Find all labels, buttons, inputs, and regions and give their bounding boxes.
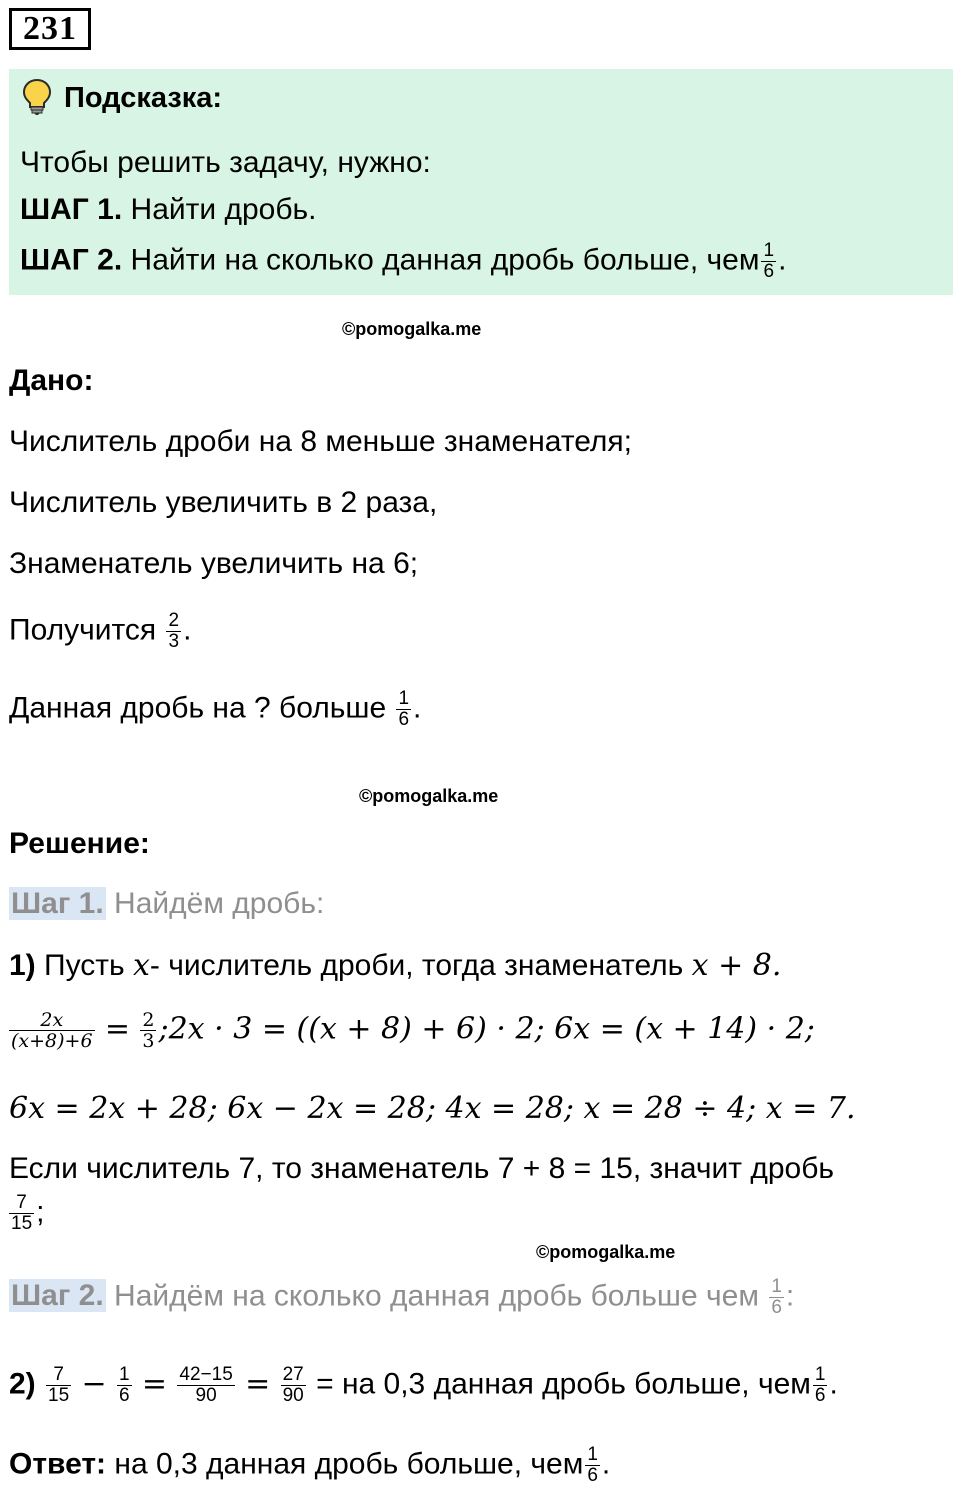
step2-heading: Шаг 2. Найдём на сколько данная дробь больше чем $\frac{1}{6}$ : — [11, 1276, 795, 1318]
fraction: $\frac{1}{6}$ — [398, 688, 410, 730]
watermark: ©pomogalka.me — [359, 786, 499, 806]
given-line-4: Получится $\frac{2}{3}$ . — [9, 610, 192, 652]
fraction: $\frac{1}{6}$ — [763, 240, 775, 282]
point-1 — [9, 947, 781, 985]
given-line-4-text: Получится — [9, 613, 157, 647]
hint-step2: ШАГ 2. Найти на сколько данная дробь больше, чем $\frac{1}{6}$ . — [20, 240, 787, 282]
given-line-5: Данная дробь на ? больше $\frac{1}{6}$ . — [9, 688, 422, 730]
hint-step2-label: ШАГ 2. — [20, 243, 123, 277]
equals-sign: = — [245, 1366, 271, 1402]
watermark: ©pomogalka.me — [536, 1242, 676, 1262]
given-line-1: Числитель дроби на 8 меньше знаменателя; — [9, 425, 633, 458]
point-2-label: 2) — [9, 1367, 36, 1401]
fraction: $\frac{2x}{(x+8)+6}$ — [11, 1009, 93, 1052]
conclusion-fraction: $\frac{7}{15}$ ; — [11, 1192, 45, 1234]
fraction: $\frac{7}{15}$ — [48, 1364, 70, 1406]
answer-label: Ответ: — [9, 1447, 107, 1481]
task-number: 231 — [9, 8, 91, 50]
point-1-label: 1) — [9, 949, 36, 982]
hint-title: Подсказка: — [64, 82, 223, 114]
given-title: Дано: — [9, 364, 94, 397]
point-1-expression: x + 8. — [691, 948, 782, 983]
given-line-5-text: Данная дробь на ? больше — [9, 691, 387, 725]
step1-label: Шаг 1. — [11, 887, 104, 920]
equals-sign: = — [104, 1011, 131, 1047]
hint-intro: Чтобы решить задачу, нужно: — [20, 146, 431, 179]
fraction: $\frac{1}{6}$ — [587, 1444, 598, 1486]
step2-text: Найдём на сколько данная дробь больше чем — [114, 1279, 759, 1313]
fraction: $\frac{42-15}{90}$ — [179, 1364, 233, 1406]
variable-x: x — [132, 948, 150, 983]
hint-step1-label: ШАГ 1. — [20, 193, 123, 226]
equation-1-rest: ;2x · 3 = ((x + 8) + 6) · 2; 6x = (x + 14) · 2; — [158, 1011, 815, 1047]
given-line-2: Числитель увеличить в 2 раза, — [9, 486, 438, 519]
step1-heading — [9, 885, 324, 923]
equation-2: 6x = 2x + 28; 6x − 2x = 28; 4x = 28; x = 28 ÷ 4; x = 7. — [9, 1091, 856, 1126]
hint-step1-text: Найти дробь. — [130, 193, 317, 226]
minus-sign: − — [81, 1366, 107, 1402]
step2-label: Шаг 2. — [11, 1279, 104, 1313]
lightbulb-icon — [22, 78, 52, 116]
fraction: $\frac{2}{3}$ — [168, 610, 180, 652]
answer-text: на 0,3 данная дробь больше, чем — [114, 1447, 584, 1481]
hint-step2-text: Найти на сколько данная дробь больше, чем — [130, 243, 760, 277]
given-line-3: Знаменатель увеличить на 6; — [9, 547, 419, 580]
point-1-text: Пусть — [44, 949, 125, 982]
conclusion: Если числитель 7, то знаменатель 7 + 8 = 15, значит дробь — [9, 1152, 835, 1185]
point-1-text-b: - числитель дроби, тогда знаменатель — [149, 949, 684, 982]
equation-1 — [7, 1010, 815, 1051]
equals-sign: = — [141, 1366, 168, 1402]
answer: Ответ: на 0,3 данная дробь больше, чем $\frac{1}{6}$ . — [9, 1444, 611, 1486]
solution-title: Решение: — [9, 827, 150, 860]
fraction: $\frac{1}{6}$ — [771, 1276, 782, 1318]
fraction: $\frac{1}{6}$ — [814, 1364, 826, 1406]
fraction: $\frac{1}{6}$ — [119, 1364, 130, 1406]
point-2: 2) $\frac{7}{15}$ − $\frac{1}{6}$ = $\frac{42-15}{90}$ = $\frac{27}{90}$ = на 0,3 данная дробь больше, чем $\frac{1}{6}$ . — [9, 1364, 838, 1406]
fraction: $\frac{2}{3}$ — [142, 1009, 155, 1052]
hint-step1 — [20, 191, 317, 229]
fraction: $\frac{27}{90}$ — [282, 1364, 304, 1406]
watermark: ©pomogalka.me — [342, 319, 482, 339]
fraction: $\frac{7}{15}$ — [11, 1192, 33, 1234]
step1-text: Найдём дробь: — [114, 887, 325, 920]
point-2-text: = на 0,3 данная дробь больше, чем — [316, 1367, 811, 1401]
